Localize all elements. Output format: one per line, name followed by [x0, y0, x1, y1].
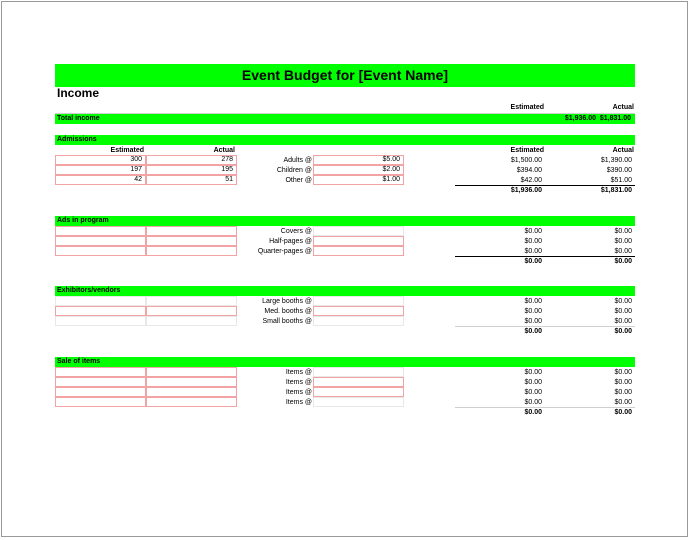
admissions-est-input[interactable]: 42	[55, 175, 146, 185]
admissions-col-estimated: Estimated	[110, 147, 144, 154]
admissions-row-estimated: $394.00	[516, 167, 542, 174]
header-actual: Actual	[612, 104, 634, 111]
exhibitors-total-actual: $0.00	[614, 328, 632, 335]
sale-total-actual: $0.00	[614, 409, 632, 416]
ads-est-input[interactable]	[55, 226, 146, 236]
sale-row-actual: $0.00	[614, 389, 632, 396]
sale-row-estimated: $0.00	[524, 399, 542, 406]
header-estimated: Estimated	[510, 104, 544, 111]
exhibitors-row-actual: $0.00	[614, 318, 632, 325]
sale-act-input[interactable]	[146, 397, 237, 407]
admissions-row-actual: $1,390.00	[600, 157, 632, 164]
exhibitors-price-input[interactable]	[313, 296, 404, 306]
total-income-bar	[55, 114, 635, 124]
ads-row-estimated: $0.00	[524, 228, 542, 235]
sale-price-input[interactable]	[313, 397, 404, 407]
exhibitors-act-input[interactable]	[146, 316, 237, 326]
admissions-row-estimated: $1,500.00	[510, 157, 542, 164]
ads-est-input[interactable]	[55, 236, 146, 246]
admissions-col-actual: Actual	[213, 147, 235, 154]
ads-bar	[55, 216, 635, 226]
total-income-label: Total income	[57, 115, 100, 122]
sale-est-input[interactable]	[55, 367, 146, 377]
ads-price-input[interactable]	[313, 236, 404, 246]
exhibitors-est-input[interactable]	[55, 306, 146, 316]
admissions-row-label: Other @	[285, 177, 312, 184]
admissions-price-input[interactable]: $1.00	[313, 175, 404, 185]
admissions-price-input[interactable]: $5.00	[313, 155, 404, 165]
total-income-actual: $1,831.00	[599, 115, 631, 122]
ads-row-estimated: $0.00	[524, 248, 542, 255]
ads-row-estimated: $0.00	[524, 238, 542, 245]
ads-row-label: Half-pages @	[269, 238, 312, 245]
sale-row-label: Items @	[285, 379, 312, 386]
admissions-total-estimated: $1,936.00	[510, 187, 542, 194]
admissions-row-estimated: $42.00	[520, 177, 542, 184]
sale-price-input[interactable]	[313, 377, 404, 387]
exhibitors-total-estimated: $0.00	[524, 328, 542, 335]
admissions-title: Admissions	[57, 136, 97, 143]
sale-est-input[interactable]	[55, 377, 146, 387]
sale-row-actual: $0.00	[614, 399, 632, 406]
exhibitors-act-input[interactable]	[146, 306, 237, 316]
exhibitors-row-label: Med. booths @	[264, 308, 312, 315]
exhibitors-row-estimated: $0.00	[524, 298, 542, 305]
sale-title: Sale of items	[57, 358, 101, 365]
page-title: Event Budget for [Event Name]	[55, 64, 635, 87]
ads-total-actual: $0.00	[614, 258, 632, 265]
admissions-bar	[55, 135, 635, 145]
sale-act-input[interactable]	[146, 367, 237, 377]
ads-row-label: Covers @	[280, 228, 312, 235]
admissions-total-actual: $1,831.00	[600, 187, 632, 194]
sale-act-input[interactable]	[146, 387, 237, 397]
ads-price-input[interactable]	[313, 226, 404, 236]
ads-row-actual: $0.00	[614, 238, 632, 245]
exhibitors-est-input[interactable]	[55, 316, 146, 326]
admissions-row-label: Adults @	[283, 157, 312, 164]
admissions-row-actual: $390.00	[606, 167, 632, 174]
admissions-row-label: Children @	[276, 167, 312, 174]
sale-est-input[interactable]	[55, 397, 146, 407]
sale-price-input[interactable]	[313, 367, 404, 377]
admissions-est-input[interactable]: 300	[55, 155, 146, 165]
admissions-header-actual: Actual	[612, 147, 634, 154]
ads-act-input[interactable]	[146, 246, 237, 256]
exhibitors-price-input[interactable]	[313, 306, 404, 316]
income-heading: Income	[57, 86, 100, 100]
exhibitors-row-label: Small booths @	[262, 318, 312, 325]
ads-est-input[interactable]	[55, 246, 146, 256]
ads-row-label: Quarter-pages @	[257, 248, 312, 255]
sale-bar	[55, 357, 635, 367]
exhibitors-row-actual: $0.00	[614, 308, 632, 315]
sale-row-actual: $0.00	[614, 369, 632, 376]
admissions-act-input[interactable]: 195	[146, 165, 237, 175]
ads-price-input[interactable]	[313, 246, 404, 256]
exhibitors-row-estimated: $0.00	[524, 308, 542, 315]
sale-est-input[interactable]	[55, 387, 146, 397]
sale-row-estimated: $0.00	[524, 369, 542, 376]
ads-row-actual: $0.00	[614, 228, 632, 235]
ads-act-input[interactable]	[146, 226, 237, 236]
sale-row-estimated: $0.00	[524, 379, 542, 386]
sale-total-estimated: $0.00	[524, 409, 542, 416]
admissions-act-input[interactable]: 51	[146, 175, 237, 185]
exhibitors-row-actual: $0.00	[614, 298, 632, 305]
sale-row-label: Items @	[285, 399, 312, 406]
exhibitors-row-label: Large booths @	[262, 298, 312, 305]
sale-row-label: Items @	[285, 369, 312, 376]
ads-row-actual: $0.00	[614, 248, 632, 255]
admissions-est-input[interactable]: 197	[55, 165, 146, 175]
sale-price-input[interactable]	[313, 387, 404, 397]
exhibitors-act-input[interactable]	[146, 296, 237, 306]
sale-row-actual: $0.00	[614, 379, 632, 386]
admissions-act-input[interactable]: 278	[146, 155, 237, 165]
admissions-row-actual: $51.00	[610, 177, 632, 184]
exhibitors-est-input[interactable]	[55, 296, 146, 306]
exhibitors-price-input[interactable]	[313, 316, 404, 326]
sale-act-input[interactable]	[146, 377, 237, 387]
exhibitors-title: Exhibitors/vendors	[57, 287, 121, 294]
sale-row-label: Items @	[285, 389, 312, 396]
ads-total-estimated: $0.00	[524, 258, 542, 265]
ads-title: Ads in program	[57, 217, 109, 224]
admissions-header-estimated: Estimated	[510, 147, 544, 154]
admissions-price-input[interactable]: $2.00	[313, 165, 404, 175]
exhibitors-row-estimated: $0.00	[524, 318, 542, 325]
exhibitors-bar	[55, 286, 635, 296]
sale-row-estimated: $0.00	[524, 389, 542, 396]
total-income-estimated: $1,936.00	[564, 115, 596, 122]
ads-act-input[interactable]	[146, 236, 237, 246]
